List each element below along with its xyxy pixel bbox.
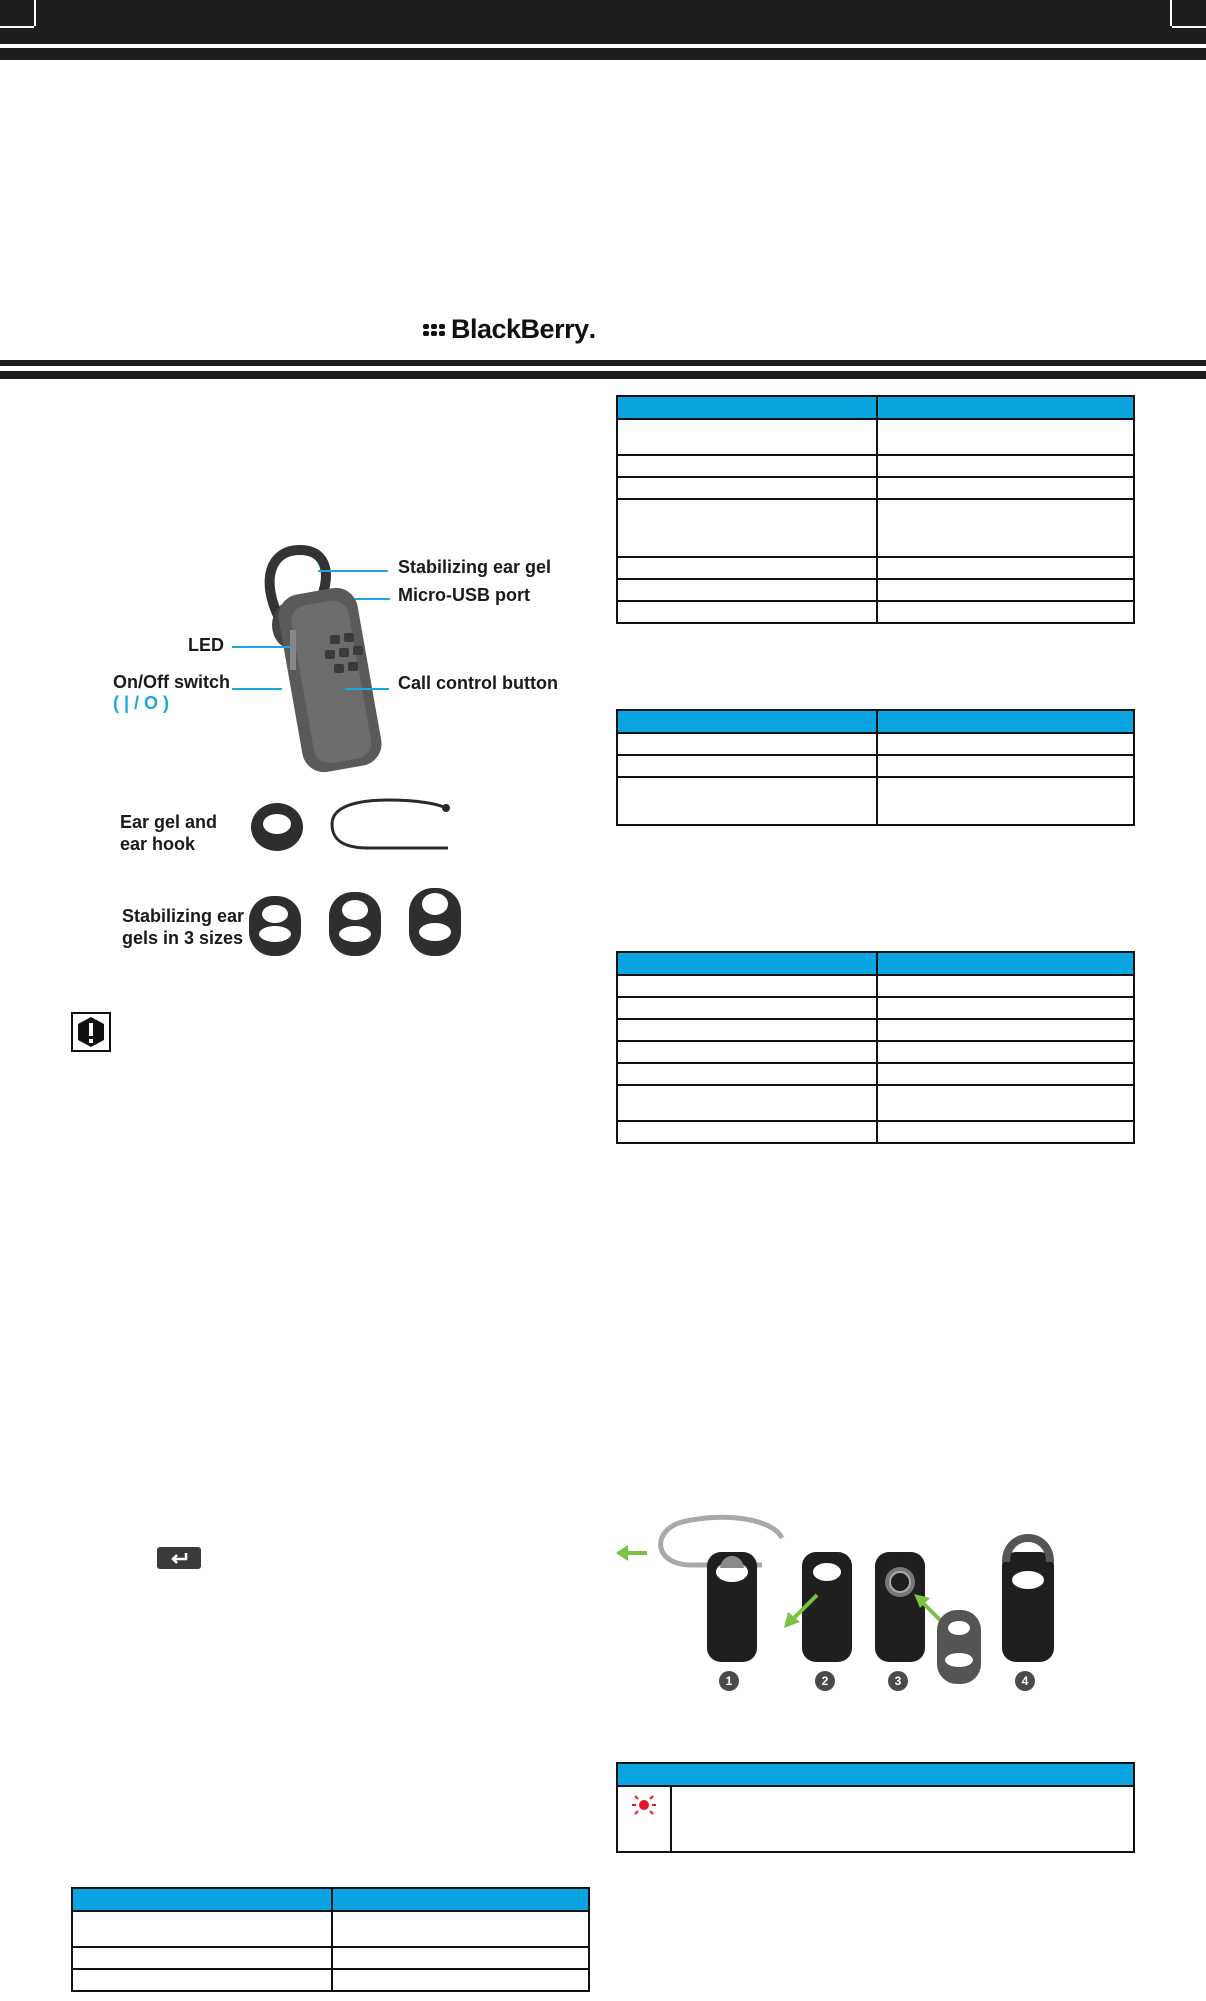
blackberry-logo: BlackBerry . bbox=[423, 314, 596, 345]
table-2 bbox=[616, 709, 1135, 826]
label-onoff-switch: On/Off switch bbox=[113, 672, 230, 692]
callout-line bbox=[345, 688, 389, 690]
ear-hook-image bbox=[328, 796, 454, 852]
header-bar bbox=[0, 0, 1206, 44]
label-micro-usb-port: Micro-USB port bbox=[398, 585, 530, 605]
divider-bar bbox=[0, 360, 1206, 366]
divider-bar bbox=[0, 371, 1206, 379]
step-number: 2 bbox=[815, 1671, 835, 1691]
label-ear-gel-and-hook-1: Ear gel and bbox=[120, 812, 218, 832]
ear-gel-image bbox=[248, 800, 306, 854]
label-stabilizing-gels-2: gels in 3 sizes bbox=[122, 928, 244, 948]
step-number: 4 bbox=[1015, 1671, 1035, 1691]
callout-line bbox=[355, 598, 390, 600]
crop-mark bbox=[1170, 0, 1172, 26]
red-led-flash-icon bbox=[630, 1793, 658, 1817]
label-onoff-symbols: ( | / O ) bbox=[113, 693, 170, 713]
callout-line bbox=[232, 688, 282, 690]
stabilizing-ear-gels-image bbox=[246, 886, 466, 958]
callout-line bbox=[232, 646, 292, 648]
label-led: LED bbox=[188, 635, 224, 655]
ear-hook-replacement-steps bbox=[612, 1510, 1062, 1700]
headset-illustration bbox=[250, 540, 390, 780]
label-ear-gel-and-hook-2: ear hook bbox=[120, 834, 196, 854]
blackberry-logo-icon bbox=[423, 324, 445, 336]
header-stripe bbox=[0, 48, 1206, 60]
crop-mark bbox=[0, 26, 34, 28]
crop-mark bbox=[1172, 26, 1206, 28]
table-3 bbox=[616, 951, 1135, 1144]
enter-key-icon bbox=[157, 1547, 201, 1569]
label-stabilizing-ear-gel: Stabilizing ear gel bbox=[398, 557, 552, 577]
warning-icon bbox=[71, 1012, 111, 1052]
table-bottom-left bbox=[71, 1887, 590, 1992]
crop-mark bbox=[34, 0, 36, 26]
label-call-control-button: Call control button bbox=[398, 673, 558, 693]
step-number: 3 bbox=[888, 1671, 908, 1691]
step-number: 1 bbox=[719, 1671, 739, 1691]
label-stabilizing-gels-1: Stabilizing ear bbox=[122, 906, 245, 926]
callout-line bbox=[318, 570, 388, 572]
table-1 bbox=[616, 395, 1135, 624]
led-table bbox=[616, 1762, 1135, 1853]
